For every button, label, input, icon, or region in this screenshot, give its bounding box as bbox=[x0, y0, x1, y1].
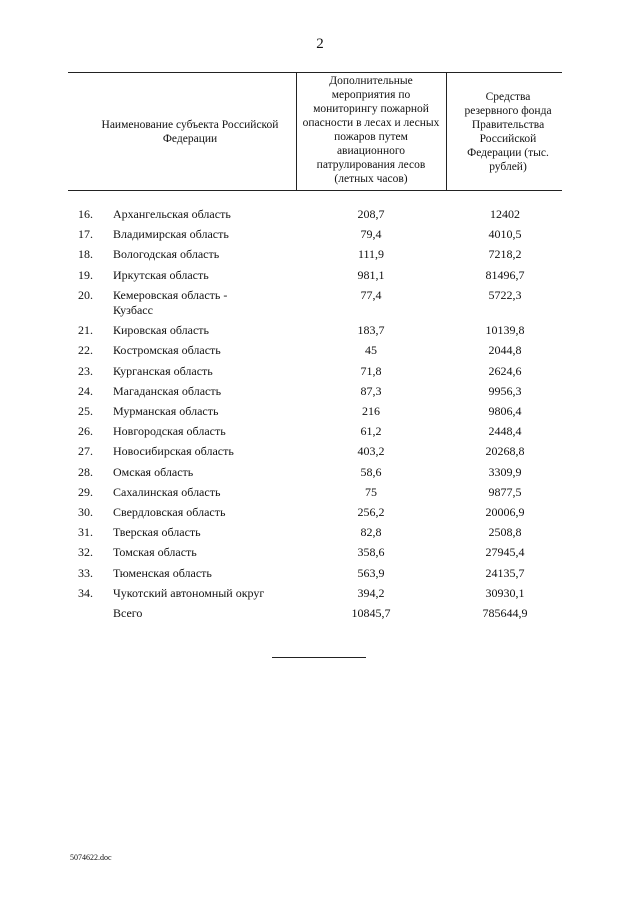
total-funds: 785644,9 bbox=[482, 606, 528, 620]
patrol-hours-value: 71,8 bbox=[360, 364, 382, 378]
patrol-hours-value: 256,2 bbox=[357, 505, 385, 519]
subject-name: Свердловская область bbox=[113, 505, 226, 519]
patrol-hours-value: 87,3 bbox=[360, 384, 382, 398]
patrol-hours-value: 111,9 bbox=[357, 247, 385, 261]
header-patrol-hours: Дополнительные мероприятия по мониторингу пожарной опасности в лесах и лесных пожаров путем авиационного патрулирования лесов (летных часов) bbox=[302, 75, 440, 185]
patrol-hours-value: 563,9 bbox=[357, 566, 385, 580]
row-number: 16. bbox=[78, 207, 93, 221]
reserve-funds-value: 2044,8 bbox=[488, 343, 522, 357]
header-reserve-funds: Средства резервного фонда Правительства Российской Федерации (тыс. рублей) bbox=[464, 91, 552, 173]
reserve-funds-value: 20268,8 bbox=[485, 444, 525, 458]
row-number: 26. bbox=[78, 424, 93, 438]
row-number: 24. bbox=[78, 384, 93, 398]
reserve-funds-value: 9877,5 bbox=[488, 485, 522, 499]
reserve-funds-value: 30930,1 bbox=[485, 586, 525, 600]
patrol-hours-value: 403,2 bbox=[357, 444, 385, 458]
row-number: 34. bbox=[78, 586, 93, 600]
row-number: 25. bbox=[78, 404, 93, 418]
header-divider-2 bbox=[446, 72, 447, 190]
subject-name: Владимирская область bbox=[113, 227, 229, 241]
table-top-rule bbox=[68, 72, 562, 73]
subject-name: Курганская область bbox=[113, 364, 213, 378]
subject-name: Новосибирская область bbox=[113, 444, 234, 458]
subject-name: Омская область bbox=[113, 465, 194, 479]
row-number: 17. bbox=[78, 227, 93, 241]
reserve-funds-value: 7218,2 bbox=[488, 247, 522, 261]
subject-name: Тюменская область bbox=[113, 566, 212, 580]
row-number: 32. bbox=[78, 545, 93, 559]
subject-name: Сахалинская область bbox=[113, 485, 221, 499]
patrol-hours-value: 58,6 bbox=[360, 465, 382, 479]
reserve-funds-value: 2448,4 bbox=[488, 424, 522, 438]
row-number: 19. bbox=[78, 268, 93, 282]
patrol-hours-value: 981,1 bbox=[357, 268, 385, 282]
subject-name: Кировская область bbox=[113, 323, 210, 337]
subject-name-cont: Кузбасс bbox=[113, 303, 153, 317]
reserve-funds-value: 12402 bbox=[490, 207, 520, 221]
row-number: 22. bbox=[78, 343, 93, 357]
subject-name: Новгородская область bbox=[113, 424, 226, 438]
total-hours: 10845,7 bbox=[351, 606, 391, 620]
patrol-hours-value: 77,4 bbox=[360, 288, 382, 302]
row-number: 23. bbox=[78, 364, 93, 378]
patrol-hours-value: 75 bbox=[365, 485, 377, 499]
reserve-funds-value: 2508,8 bbox=[488, 525, 522, 539]
reserve-funds-value: 4010,5 bbox=[488, 227, 522, 241]
reserve-funds-value: 5722,3 bbox=[488, 288, 522, 302]
patrol-hours-value: 394,2 bbox=[357, 586, 385, 600]
reserve-funds-value: 81496,7 bbox=[485, 268, 525, 282]
header-subject-name: Наименование субъекта Российской Федерации bbox=[101, 119, 279, 145]
subject-name: Тверская область bbox=[113, 525, 201, 539]
subject-name: Кемеровская область - bbox=[113, 288, 228, 302]
subject-name: Мурманская область bbox=[113, 404, 219, 418]
reserve-funds-value: 24135,7 bbox=[485, 566, 525, 580]
header-divider-1 bbox=[296, 72, 297, 190]
row-number: 27. bbox=[78, 444, 93, 458]
patrol-hours-value: 79,4 bbox=[360, 227, 382, 241]
patrol-hours-value: 82,8 bbox=[360, 525, 382, 539]
subject-name: Архангельская область bbox=[113, 207, 231, 221]
row-number: 30. bbox=[78, 505, 93, 519]
subject-name: Чукотский автономный округ bbox=[113, 586, 265, 600]
row-number: 20. bbox=[78, 288, 93, 302]
reserve-funds-value: 10139,8 bbox=[485, 323, 525, 337]
row-number: 31. bbox=[78, 525, 93, 539]
row-number: 21. bbox=[78, 323, 93, 337]
reserve-funds-value: 2624,6 bbox=[488, 364, 522, 378]
patrol-hours-value: 61,2 bbox=[360, 424, 382, 438]
patrol-hours-value: 45 bbox=[365, 343, 377, 357]
footer-file-code: 5074622.doc bbox=[70, 853, 112, 862]
row-number: 29. bbox=[78, 485, 93, 499]
subject-name: Магаданская область bbox=[113, 384, 222, 398]
reserve-funds-value: 9806,4 bbox=[488, 404, 522, 418]
patrol-hours-value: 208,7 bbox=[357, 207, 385, 221]
total-label: Всего bbox=[113, 606, 143, 620]
subject-name: Вологодская область bbox=[113, 247, 220, 261]
patrol-hours-value: 183,7 bbox=[357, 323, 385, 337]
subject-name: Костромская область bbox=[113, 343, 221, 357]
patrol-hours-value: 216 bbox=[362, 404, 380, 418]
subject-name: Томская область bbox=[113, 545, 197, 559]
reserve-funds-value: 3309,9 bbox=[488, 465, 522, 479]
subject-name: Иркутская область bbox=[113, 268, 209, 282]
row-number: 28. bbox=[78, 465, 93, 479]
reserve-funds-value: 20006,9 bbox=[485, 505, 525, 519]
table-header-bottom-rule bbox=[68, 190, 562, 191]
patrol-hours-value: 358,6 bbox=[357, 545, 385, 559]
row-number: 33. bbox=[78, 566, 93, 580]
page-number: 2 bbox=[316, 36, 324, 52]
end-separator bbox=[272, 657, 366, 658]
row-number: 18. bbox=[78, 247, 93, 261]
reserve-funds-value: 27945,4 bbox=[485, 545, 525, 559]
reserve-funds-value: 9956,3 bbox=[488, 384, 522, 398]
